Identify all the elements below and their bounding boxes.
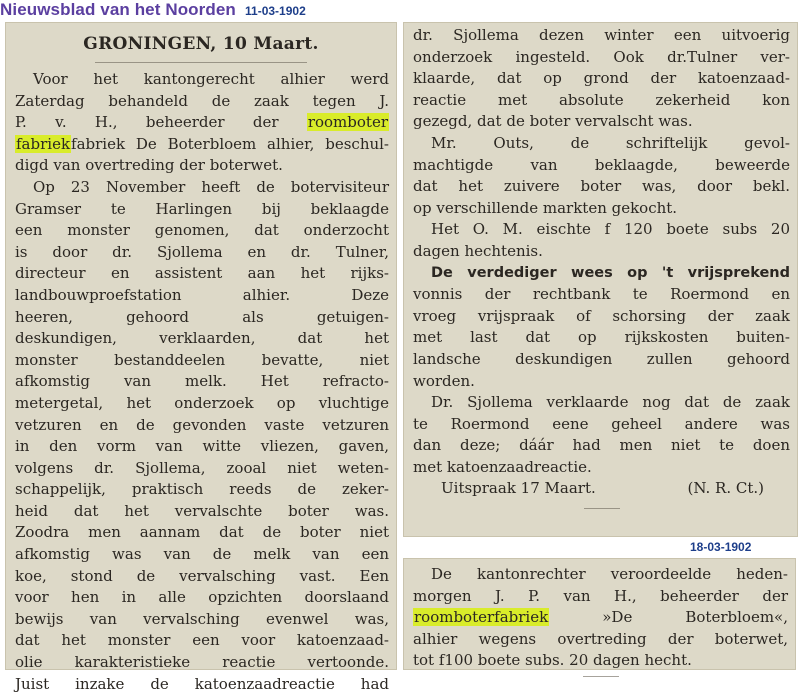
text-line: landbouwproefstation alhier. Deze bbox=[15, 285, 389, 304]
text-line bbox=[15, 134, 389, 156]
text-line: dat het zuivere boter was, door bekl. bbox=[413, 177, 790, 196]
verdict-line bbox=[413, 478, 790, 500]
text-line: heeren, gehoord als getuigen- bbox=[15, 307, 389, 326]
text-line: vonnis der rechtbank te Roermond en bbox=[413, 285, 790, 304]
text-line: metergetal, het onderzoek op vluchtige bbox=[15, 393, 389, 412]
text-line: Dr. Sjollema verklaarde nog dat de zaak bbox=[431, 393, 790, 412]
text-line: Zaterdag behandeld de zaak tegen J. bbox=[15, 91, 389, 110]
text-line: deskundigen, verklaarden, dat het bbox=[15, 329, 389, 348]
text-line: alhier wegens overtreding der boterwet, bbox=[413, 629, 788, 648]
text-fragment: fabriek De Boterbloem alhier, beschul- bbox=[71, 134, 389, 153]
highlighted-keyword: roomboter bbox=[307, 113, 388, 132]
text-line: vetzuren en de gevonden vaste vetzuren bbox=[15, 415, 389, 434]
text-line: machtigde van beklaagde, beweerde bbox=[413, 155, 790, 174]
text-line: Het O. M. eischte f 120 boete subs 20 bbox=[431, 220, 790, 239]
text-line: Op 23 November heeft de botervisiteur bbox=[33, 177, 389, 196]
follow-up-article bbox=[403, 558, 796, 670]
text-line: afkomstig was van de melk van een bbox=[15, 545, 389, 564]
text-line: Voor het kantongerecht alhier werd bbox=[33, 70, 389, 88]
text-line: Zoodra men aannam dat de boter niet bbox=[15, 523, 389, 542]
text-line: met last dat op rijkskosten buiten- bbox=[413, 328, 790, 347]
end-divider bbox=[583, 676, 619, 677]
text-line: afkomstig van melk. Het refracto- bbox=[15, 372, 389, 391]
text-line: een monster genomen, dat onderzocht bbox=[15, 221, 389, 240]
text-line: dan deze; dáár had men niet te doen bbox=[413, 436, 790, 455]
text-line: worden. bbox=[413, 371, 475, 390]
text-line: is door dr. Sjollema en dr. Tulner, bbox=[15, 242, 389, 261]
highlighted-keyword: fabriek bbox=[16, 134, 71, 153]
text-line: Gramser te Harlingen bij beklaagde bbox=[15, 199, 389, 218]
text-line: tot f100 boete subs. 20 dagen hecht. bbox=[413, 651, 692, 670]
follow-up-body bbox=[403, 558, 796, 677]
text-line: met katoenzaadreactie. bbox=[413, 457, 592, 476]
text-line: directeur en assistent aan het rijks- bbox=[15, 264, 389, 283]
headline-divider bbox=[95, 62, 307, 63]
text-line: volgens dr. Sjollema, zooal niet weten- bbox=[15, 458, 389, 477]
article-column-right bbox=[403, 22, 798, 537]
text-line: klaarde, dat op grond der katoenzaad- bbox=[413, 69, 790, 88]
highlighted-keyword: roomboterfabriek bbox=[414, 608, 549, 627]
text-line: De kantonrechter veroordeelde heden- bbox=[431, 565, 788, 583]
second-clipping-date: 18-03-1902 bbox=[690, 540, 752, 554]
newspaper-masthead bbox=[0, 0, 360, 22]
text-line: morgen J. P. van H., beheerder der bbox=[413, 586, 788, 605]
text-line: digd van overtreding der boterwet. bbox=[15, 156, 283, 175]
article-column-left bbox=[5, 22, 397, 693]
text-line: vroeg vrijspraak of schorsing der zaak bbox=[413, 306, 790, 325]
text-line: De verdediger wees op 't vrijsprekend bbox=[431, 264, 790, 281]
text-line: bewijs van vervalsching evenwel was, bbox=[15, 609, 389, 628]
end-divider bbox=[584, 508, 620, 509]
text-line: dr. Sjollema dezen winter een uitvoerig bbox=[413, 26, 790, 44]
text-line: Mr. Outs, de schriftelijk gevol- bbox=[431, 133, 790, 152]
text-line bbox=[413, 607, 788, 629]
text-line: landsche deskundigen zullen gehoord bbox=[413, 349, 790, 368]
text-line: voor hen in alle opzichten doorslaand bbox=[15, 588, 389, 607]
text-line: reactie met absolute zekerheid kon bbox=[413, 90, 790, 109]
news-source: (N. R. Ct.) bbox=[687, 479, 764, 498]
clipping-date: 11-03-1902 bbox=[245, 4, 306, 18]
text-line: P. v. H., beheerder der roomboter bbox=[15, 113, 388, 132]
text-line: monster bestanddeelen bevatte, niet bbox=[15, 350, 389, 369]
text-line: heid dat het vervalschte boter was. bbox=[15, 501, 389, 520]
text-line: in den vorm van witte vliezen, gaven, bbox=[15, 437, 389, 456]
text-line: dagen hechtenis. bbox=[413, 241, 543, 260]
article-headline: GRONINGEN, 10 Maart. bbox=[83, 34, 319, 54]
text-line: onderzoek ingesteld. Ook dr.Tulner ver- bbox=[413, 47, 790, 66]
text-line: schappelijk, praktisch reeds de zeker- bbox=[15, 480, 389, 499]
text-line: dat het monster een voor katoenzaad- bbox=[15, 631, 389, 650]
text-line: koe, stond de vervalsching vast. Een bbox=[15, 566, 389, 585]
text-line: Juist inzake de katoenzaadreactie had bbox=[15, 674, 389, 693]
text-line: te Roermond eene geheel andere was bbox=[413, 414, 790, 433]
text-fragment: »De Boterbloem«, bbox=[549, 608, 788, 627]
text-line: op verschillende markten gekocht. bbox=[413, 198, 678, 217]
text-line: gezegd, dat de boter vervalscht was. bbox=[413, 112, 693, 131]
article-body-right bbox=[403, 22, 798, 509]
verdict-date: Uitspraak 17 Maart. bbox=[441, 479, 596, 498]
article-body-left bbox=[5, 69, 397, 695]
newspaper-title: Nieuwsblad van het Noorden bbox=[0, 0, 236, 19]
text-line: olie karakteristieke reactie vertoonde. bbox=[15, 653, 389, 672]
